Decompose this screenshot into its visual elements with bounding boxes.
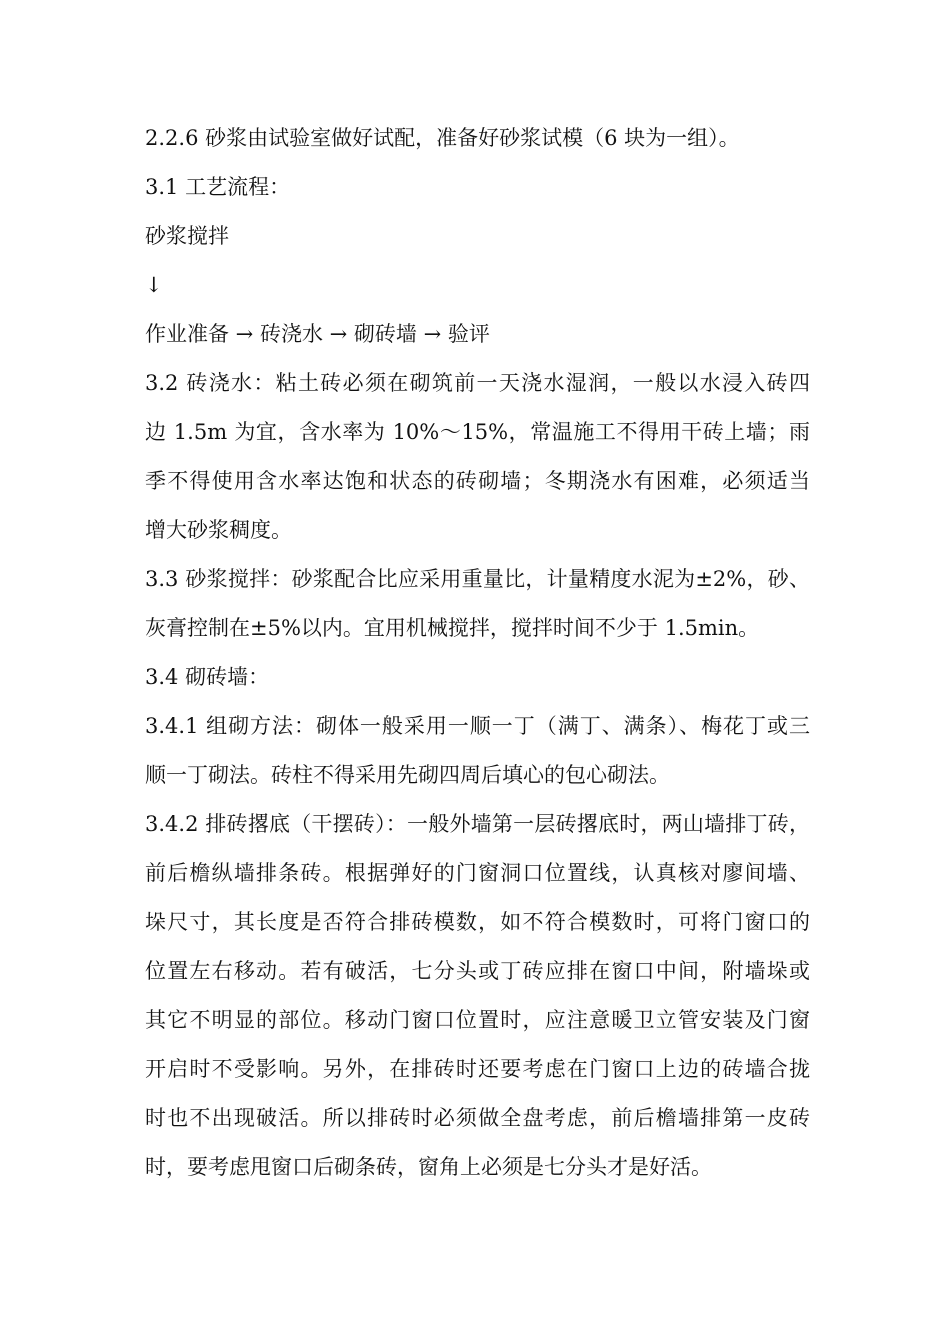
flow-sequence: 作业准备 → 砖浇水 → 砌砖墙 → 验评 — [145, 322, 490, 346]
text-line: 其它不明显的部位。移动门窗口位置时，应注意暖卫立管安装及门窗 — [145, 1008, 810, 1032]
text-line: 季不得使用含水率达饱和状态的砖砌墙；冬期浇水有困难，必须适当 — [145, 469, 810, 493]
text-line: 时也不出现破活。所以排砖时必须做全盘考虑，前后檐墙排第一皮砖 — [145, 1106, 810, 1130]
text-line: 2.2.6 砂浆由试验室做好试配，准备好砂浆试模（6 块为一组）。 — [145, 126, 740, 150]
section-heading: 3.1 工艺流程： — [145, 175, 291, 199]
document-page — [145, 114, 810, 1192]
text-line: 3.4.2 排砖撂底（干摆砖）：一般外墙第一层砖撂底时，两山墙排丁砖， — [145, 812, 810, 836]
text-line: 3.2 砖浇水：粘土砖必须在砌筑前一天浇水湿润，一般以水浸入砖四 — [145, 371, 810, 395]
text-line: 灰膏控制在±5%以内。宜用机械搅拌，搅拌时间不少于 1.5min。 — [145, 616, 760, 640]
text-line: 3.4.1 组砌方法：砌体一般采用一顺一丁（满丁、满条）、梅花丁或三 — [145, 714, 810, 738]
flow-step: 砂浆搅拌 — [145, 224, 229, 248]
text-line: 3.3 砂浆搅拌：砂浆配合比应采用重量比，计量精度水泥为±2%，砂、 — [145, 567, 810, 591]
text-line: 位置左右移动。若有破活，七分头或丁砖应排在窗口中间，附墙垛或 — [145, 959, 810, 983]
text-line: 开启时不受影响。另外，在排砖时还要考虑在门窗口上边的砖墙合拢 — [145, 1057, 810, 1081]
text-line: 顺一丁砌法。砖柱不得采用先砌四周后填心的包心砌法。 — [145, 763, 670, 787]
text-line: 垛尺寸，其长度是否符合排砖模数，如不符合模数时，可将门窗口的 — [145, 910, 810, 934]
section-heading: 3.4 砌砖墙： — [145, 665, 270, 689]
down-arrow-icon: ↓ — [145, 273, 163, 297]
text-line: 时，要考虑甩窗口后砌条砖，窗角上必须是七分头才是好活。 — [145, 1155, 712, 1179]
text-line: 增大砂浆稠度。 — [145, 518, 292, 542]
text-line: 前后檐纵墙排条砖。根据弹好的门窗洞口位置线，认真核对廖间墙、 — [145, 861, 810, 885]
text-line: 边 1.5m 为宜，含水率为 10%～15%，常温施工不得用干砖上墙；雨 — [145, 420, 810, 444]
